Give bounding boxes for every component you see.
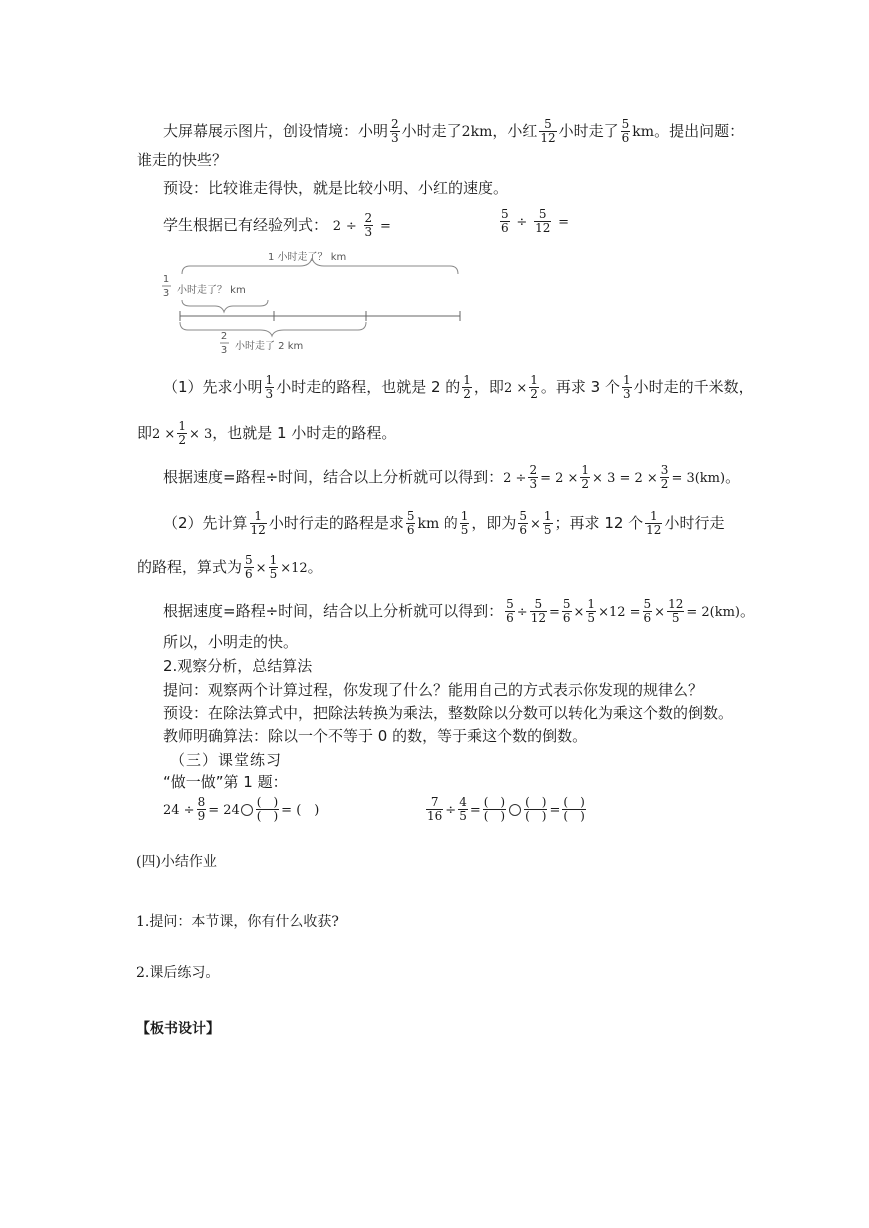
ex2-blank-frac-1: $\frac{( )}{( )}$ bbox=[483, 795, 506, 823]
result1-frac-2-3: $\frac{2}{3}$ bbox=[529, 463, 538, 491]
formula-eq-b: = bbox=[558, 215, 570, 230]
result2-times: × bbox=[573, 605, 585, 620]
third-brace bbox=[182, 300, 268, 312]
formula-frac-5-6: $\frac{5}{6}$ bbox=[501, 207, 509, 235]
step1-text-1: （1）先求小明 bbox=[163, 378, 263, 396]
result2-x12: ×12 = bbox=[598, 605, 641, 620]
result1-end: 。 bbox=[725, 468, 741, 486]
fraction-2-3: $\frac{2}{3}$ bbox=[391, 117, 399, 145]
intro-text-4: 小时走了 bbox=[558, 122, 619, 140]
result2-eq-1: = bbox=[548, 605, 560, 620]
result2-frac-12-5: $\frac{12}{5}$ bbox=[668, 597, 684, 625]
section-3-title: （三）课堂练习 bbox=[170, 751, 283, 769]
intro-text-3: ，小红 bbox=[492, 122, 538, 140]
presume-1: 预设：比较谁走得快，就是比较小明、小红的速度。 bbox=[163, 179, 509, 197]
distance-2km: 2km bbox=[461, 124, 493, 140]
step2-frac-1-5-c: $\frac{1}{5}$ bbox=[269, 553, 278, 581]
intro-text-1: 大屏幕展示图片，创设情境：小明 bbox=[163, 122, 389, 140]
formula-a-left: 2 bbox=[332, 219, 342, 234]
step2-frac-1-12-b: $\frac{1}{12}$ bbox=[646, 509, 662, 537]
step1-frac-1-3-b: $\frac{1}{3}$ bbox=[622, 373, 631, 401]
ex1-blank-frac: $\frac{( )}{( )}$ bbox=[256, 795, 279, 823]
exercise-title: “做一做”第 1 题： bbox=[163, 773, 288, 791]
intro-line bbox=[163, 118, 744, 145]
result2-label: 根据速度=路程÷时间，结合以上分析就可以得到： bbox=[163, 602, 504, 620]
step1-text-3: ，即 bbox=[473, 378, 504, 396]
ask-text: 提问：观察两个计算过程，你发现了什么？能用自己的方式表示你发现的规律么？ bbox=[163, 681, 704, 699]
ex2-eq-1: = bbox=[469, 803, 481, 818]
summary-2: 2.课后练习。 bbox=[136, 965, 220, 981]
ex2-blank-frac-2: $\frac{( )}{( )}$ bbox=[525, 795, 547, 823]
ex2-frac-7-16: $\frac{7}{16}$ bbox=[427, 795, 443, 823]
diagram-bottom-label: 小时走了 2 km bbox=[235, 341, 304, 352]
result2-frac-5-12: $\frac{5}{12}$ bbox=[530, 597, 546, 625]
formula-eq-a: = bbox=[379, 219, 391, 234]
formula-frac-5-12: $\frac{5}{12}$ bbox=[535, 207, 551, 235]
result2-frac-5-6-b: $\frac{5}{6}$ bbox=[562, 597, 571, 625]
result2-end: 。 bbox=[740, 602, 756, 620]
step2-times-1: × bbox=[530, 517, 541, 532]
ex2-eq-2: = bbox=[549, 803, 561, 818]
result1-frac-3-2: $\frac{3}{2}$ bbox=[660, 463, 669, 491]
step1-frac-1-2-c: $\frac{1}{2}$ bbox=[178, 419, 186, 447]
summary-1: 1.提问：本节课，你有什么收获? bbox=[136, 914, 339, 930]
step2-times-2: × bbox=[255, 561, 267, 576]
board-design-heading: 【板书设计】 bbox=[136, 1021, 220, 1037]
section-4-title: (四)小结作业 bbox=[136, 854, 217, 870]
result2-times-2: × bbox=[654, 605, 666, 620]
step1-frac-1-2: $\frac{1}{2}$ bbox=[463, 373, 471, 401]
step2-frac-5-6-c: $\frac{5}{6}$ bbox=[245, 553, 253, 581]
step2-line-1 bbox=[163, 510, 724, 537]
presume-2: 预设：在除法算式中，把除法转换为乘法，整数除以分数可以转化为乘这个数的倒数。 bbox=[163, 704, 734, 722]
conclusion: 所以，小明走的快。 bbox=[163, 633, 299, 651]
step1-line-1 bbox=[163, 374, 754, 401]
step2-text-7: 的路程，算式为 bbox=[137, 558, 243, 576]
intro-text-2: 小时走了 bbox=[401, 122, 462, 140]
formula-frac-2-3: $\frac{2}{3}$ bbox=[364, 211, 373, 239]
diagram-bottom-num: 2 bbox=[220, 331, 228, 342]
ex1-b: = 24 bbox=[208, 803, 240, 818]
step2-frac-5-6: $\frac{5}{6}$ bbox=[406, 509, 415, 537]
exercise-1 bbox=[163, 796, 319, 823]
formula-div-a: ÷ bbox=[345, 219, 357, 234]
step1-expr-2b: × 3 bbox=[188, 427, 213, 442]
diagram-third-num: 1 bbox=[162, 274, 170, 285]
result1-t1: 2 ÷ bbox=[503, 471, 527, 486]
result2-line bbox=[163, 598, 755, 625]
intro-text-5: 。提出问题： bbox=[654, 122, 745, 140]
step2-text-1: （2）先计算 bbox=[163, 514, 248, 532]
step1-frac-1-2-b: $\frac{1}{2}$ bbox=[530, 373, 538, 401]
step2-expr-end: ×12 bbox=[280, 561, 308, 576]
result1-t2: = 2 × bbox=[540, 471, 579, 486]
result2-frac-1-5: $\frac{1}{5}$ bbox=[587, 597, 596, 625]
formula-line-b bbox=[498, 208, 569, 235]
exercise-2 bbox=[424, 796, 588, 823]
fraction-5-12: $\frac{5}{12}$ bbox=[540, 117, 556, 145]
result1-t4: = 3(km) bbox=[671, 471, 726, 486]
result2-frac-5-6-c: $\frac{5}{6}$ bbox=[643, 597, 652, 625]
formula-div-b: ÷ bbox=[516, 215, 528, 230]
step2-text-6: 小时行走 bbox=[664, 514, 725, 532]
step1-text-2: 小时走的路程，也就是 2 的 bbox=[276, 378, 461, 396]
two-thirds-brace bbox=[180, 322, 366, 336]
step2-frac-1-12: $\frac{1}{12}$ bbox=[250, 509, 266, 537]
fraction-5-6: $\frac{5}{6}$ bbox=[621, 117, 630, 145]
step2-text-2: 小时行走的路程是求 bbox=[268, 514, 404, 532]
step1-frac-1-3: $\frac{1}{3}$ bbox=[265, 373, 274, 401]
diagram-bottom-den: 3 bbox=[220, 345, 228, 356]
teacher-text: 教师明确算法：除以一个不等于 0 的数，等于乘这个数的倒数。 bbox=[163, 727, 588, 745]
formula-line bbox=[163, 212, 391, 239]
ex2-blank-frac-3: $\frac{( )}{( )}$ bbox=[563, 795, 585, 823]
step1-text-7: ，也就是 1 小时走的路程。 bbox=[212, 424, 397, 442]
step2-text-4: ，即为 bbox=[471, 514, 517, 532]
result2-res: = 2(km) bbox=[686, 605, 741, 620]
result2-div: ÷ bbox=[516, 605, 528, 620]
segment-diagram bbox=[160, 244, 470, 356]
step2-frac-1-5-b: $\frac{1}{5}$ bbox=[543, 509, 552, 537]
ex1-c: = ( ) bbox=[281, 803, 320, 818]
step2-text-5: ；再求 12 个 bbox=[554, 514, 644, 532]
diagram-third-den: 3 bbox=[162, 288, 170, 299]
formula-label: 学生根据已有经验列式： bbox=[163, 216, 329, 234]
step2-text-3: km 的 bbox=[417, 516, 458, 532]
step1-text-5: 小时走的千米数， bbox=[633, 378, 754, 396]
step2-text-8: 。 bbox=[307, 558, 323, 576]
step1-line-2 bbox=[137, 420, 396, 447]
step1-expr-2a: 2 × bbox=[152, 427, 176, 442]
step2-frac-5-6-b: $\frac{5}{6}$ bbox=[519, 509, 527, 537]
ex2-frac-4-5: $\frac{4}{5}$ bbox=[459, 795, 467, 823]
operator-circle bbox=[241, 804, 253, 816]
step1-text-6: 即 bbox=[137, 424, 153, 442]
result1-t3: × 3 = 2 × bbox=[592, 471, 658, 486]
ex1-a: 24 ÷ bbox=[163, 803, 195, 818]
ex1-frac-8-9: $\frac{8}{9}$ bbox=[197, 795, 206, 823]
section-2-title: 2.观察分析，总结算法 bbox=[163, 657, 313, 675]
intro-question: 谁走的快些？ bbox=[137, 151, 228, 169]
diagram-third-label: 小时走了？ km bbox=[177, 285, 246, 296]
step2-line-2 bbox=[137, 554, 323, 581]
step1-expr-1: 2 × bbox=[503, 381, 528, 396]
ex2-div: ÷ bbox=[445, 803, 457, 818]
unit-km: km bbox=[632, 124, 655, 140]
result1-label: 根据速度=路程÷时间，结合以上分析就可以得到： bbox=[163, 468, 504, 486]
result1-line bbox=[163, 464, 740, 491]
result2-frac-5-6: $\frac{5}{6}$ bbox=[506, 597, 514, 625]
result1-frac-1-2: $\frac{1}{2}$ bbox=[581, 463, 590, 491]
diagram-top-label: 1 小时走了？ km bbox=[268, 252, 347, 263]
step2-frac-1-5: $\frac{1}{5}$ bbox=[460, 509, 469, 537]
operator-circle-2 bbox=[509, 804, 521, 816]
step1-text-4: 。再求 3 个 bbox=[540, 378, 620, 396]
